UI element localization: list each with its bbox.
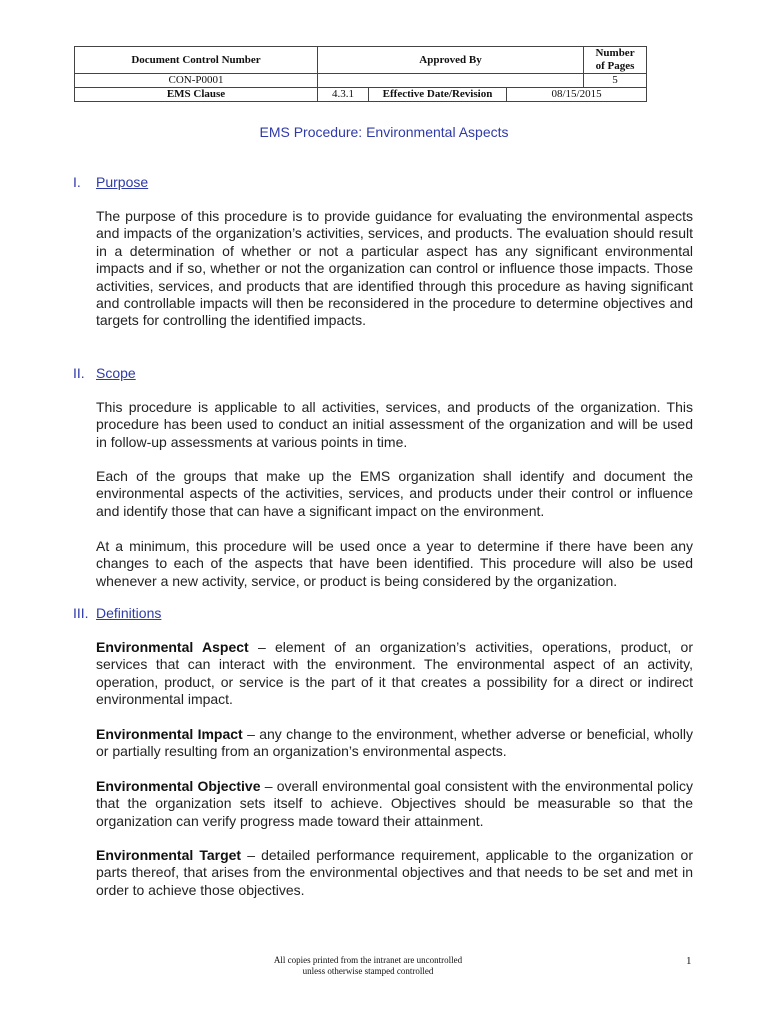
section-number: I. bbox=[73, 174, 81, 190]
definition-item bbox=[96, 778, 693, 830]
doc-control-number-value: CON-P0001 bbox=[75, 74, 318, 88]
purpose-paragraph: The purpose of this procedure is to provide guidance for evaluating the environmental aspects and impacts of the organization’s activities, services, and products. The evaluation should result in a determination of whether or not a particular aspect has any significant environmental impacts and if so, whether or not the organization can control or influence those impacts. Those activities, services, and products that are identified through this procedure as having significant and controllable impacts will then be reconsidered in the procedure to determine objectives and targets for controlling the identified impacts. bbox=[96, 208, 693, 329]
section-heading-purpose bbox=[73, 174, 148, 191]
footer-line-1: All copies printed from the intranet are uncontrolled bbox=[273, 955, 463, 965]
number-of-pages-header-line2: of Pages bbox=[595, 60, 635, 72]
document-control-table bbox=[74, 46, 647, 102]
definition-text: – element of an organization’s activities, operations, product, or services that can interact with the environment. The environmental aspect of an activity, operation, product, or service is the part of it that creates a possibility for a direct or indirect environmental impact. bbox=[96, 639, 694, 708]
section-label: Purpose bbox=[96, 174, 149, 190]
section-heading-definitions bbox=[73, 605, 161, 622]
number-of-pages-value: 5 bbox=[584, 74, 647, 88]
section-label: Definitions bbox=[96, 605, 162, 621]
definition-item bbox=[96, 726, 693, 761]
section-label: Scope bbox=[96, 365, 136, 381]
ems-clause-value: 4.3.1 bbox=[318, 88, 369, 102]
section-number: III. bbox=[73, 605, 89, 621]
section-heading-scope bbox=[73, 365, 136, 382]
scope-paragraph-1: This procedure is applicable to all activities, services, and products of the organization. This procedure has been used to conduct an initial assessment of the organization and will be used in follow-up assessments at various points in time. bbox=[96, 399, 693, 450]
section-number: II. bbox=[73, 365, 85, 381]
definition-term: Environmental Objective bbox=[96, 778, 261, 794]
document-title: EMS Procedure: Environmental Aspects bbox=[259, 124, 509, 140]
ems-clause-label: EMS Clause bbox=[75, 88, 318, 102]
effective-date-label: Effective Date/Revision bbox=[369, 88, 507, 102]
doc-control-number-header: Document Control Number bbox=[75, 47, 318, 74]
definition-term: Environmental Impact bbox=[96, 726, 243, 742]
definition-text: – detailed performance requirement, applicable to the organization or parts thereof, that arises from the environmental objectives and that needs to be set and met in order to achieve those objectives. bbox=[96, 847, 693, 898]
number-of-pages-header bbox=[584, 47, 647, 74]
scope-paragraph-2: Each of the groups that make up the EMS organization shall identify and document the environmental aspects of the activities, services, and products under their control or influence and identify those that can have a significant impact on the environment. bbox=[96, 468, 693, 519]
footer-disclaimer bbox=[248, 955, 488, 977]
page-number: 1 bbox=[686, 955, 692, 967]
definition-text: – any change to the environment, whether adverse or beneficial, wholly or partially resulting from an organization’s environmental aspects. bbox=[96, 726, 693, 760]
effective-date-value: 08/15/2015 bbox=[507, 88, 647, 102]
approved-by-header: Approved By bbox=[318, 47, 584, 74]
approved-by-value bbox=[318, 74, 584, 88]
number-of-pages-header-line1: Number bbox=[595, 47, 635, 59]
footer-line-2: unless otherwise stamped controlled bbox=[302, 966, 434, 976]
definition-term: Environmental Target bbox=[96, 847, 242, 863]
definition-term: Environmental Aspect bbox=[96, 639, 249, 655]
scope-paragraph-3: At a minimum, this procedure will be used once a year to determine if there have been any changes to each of the aspects that have been identified. This procedure will also be used whenever a new activity, service, or product is being considered by the organization. bbox=[96, 538, 693, 589]
definition-item bbox=[96, 639, 693, 709]
definition-item bbox=[96, 847, 693, 899]
definition-text: – overall environmental goal consistent with the environmental policy that the organization sets itself to achieve. Objectives should be measurable so that the organization can verify progress made toward their attainment. bbox=[96, 778, 693, 829]
